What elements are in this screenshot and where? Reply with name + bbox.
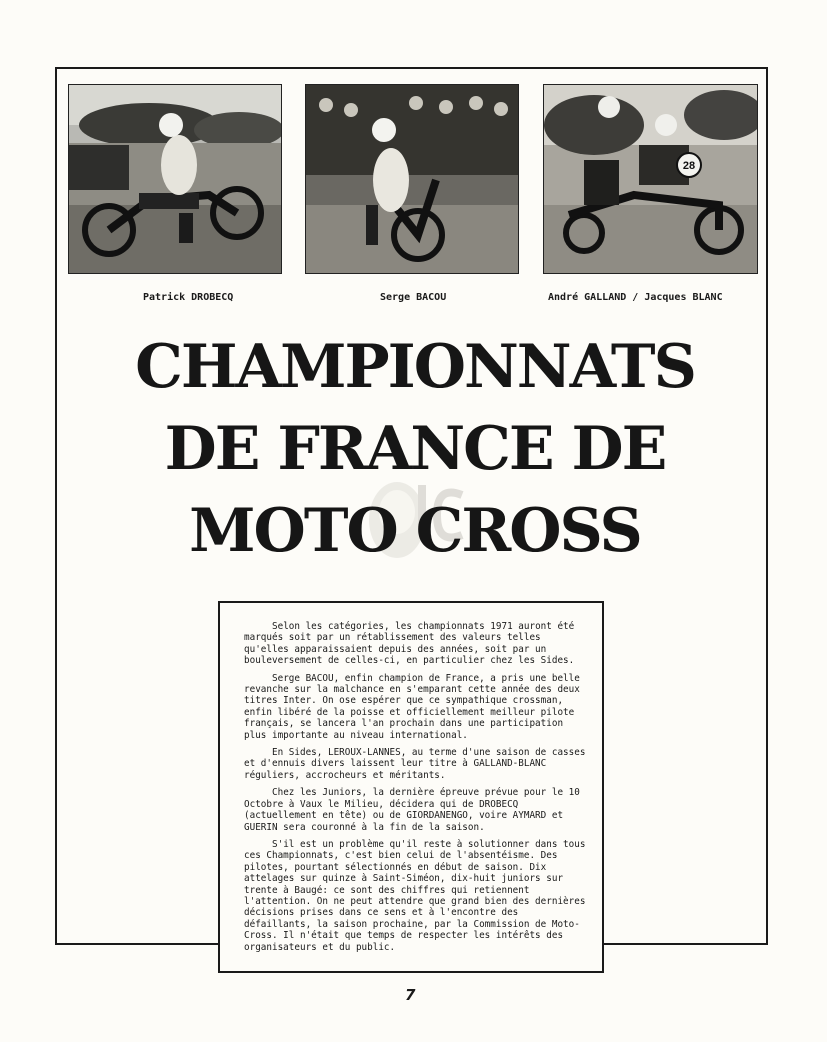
article-paragraph-2: Serge BACOU, enfin champion de France, a pris une belle revanche sur la malchance en s'emparant cette année des deux titres Inter. On ose espérer que ce sympathique crossman, enfin libéré de la poisse et officiellement meilleur pilote français, se lancera l'an prochain dans une participation plus importante au niveau international. [244, 672, 580, 741]
photo-bacou [305, 84, 519, 274]
caption-photo-3: André GALLAND / Jacques BLANC [548, 292, 723, 303]
photo-drobecq [68, 84, 282, 274]
title-line-3: MOTO CROSS [189, 496, 641, 566]
article-paragraph-1: Selon les catégories, les championnats 1971 auront été marqués soit par un rétablissement des valeurs telles qu'elles apparaissaient depuis des années, soit par un bouleversement de celles-ci, en particulier chez les Sides. [244, 621, 575, 667]
page-number: 7 [405, 986, 416, 1004]
article-title [90, 326, 740, 572]
title-line-1: CHAMPIONNATS [135, 332, 695, 402]
sidecar-number: 28 [682, 160, 696, 172]
caption-photo-1: Patrick DROBECQ [143, 292, 234, 303]
article-text-box [218, 601, 604, 973]
photo-galland-blanc [543, 84, 758, 274]
caption-photo-2: Serge BACOU [380, 292, 447, 303]
article-paragraph-4: Chez les Juniors, la dernière épreuve prévue pour le 10 Octobre à Vaux le Milieu, décidera qui de DROBECQ (actuellement en tête) ou de GIORDANENGO, voire AYMARD et GUERIN sera couronné à la fin de la saison. [244, 787, 580, 833]
article-paragraph-5: S'il est un problème qu'il reste à solutionner dans tous ces Championnats, c'est bien celui de l'absentéisme. Des pilotes, pourtant sélectionnés en début de saison. Dix attelages sur quinze à Saint-Siméon, dix-huit juniors sur trente à Baugé: ce sont des chiffres qui retiennent l'attention. On ne peut attendre que grand bien des dernières décisions prises dans ce sens et à l'encontre des défaillants, la saison prochaine, par la Commission de Moto-Cross. Il n'était que temps de respecter les intérêts des organisateurs et du public. [244, 838, 586, 953]
title-line-2: DE FRANCE DE [164, 414, 666, 484]
article-paragraph-3: En Sides, LEROUX-LANNES, au terme d'une saison de casses et d'ennuis divers laissent leur titre à GALLAND-BLANC réguliers, accrocheurs et méritants. [244, 747, 586, 781]
